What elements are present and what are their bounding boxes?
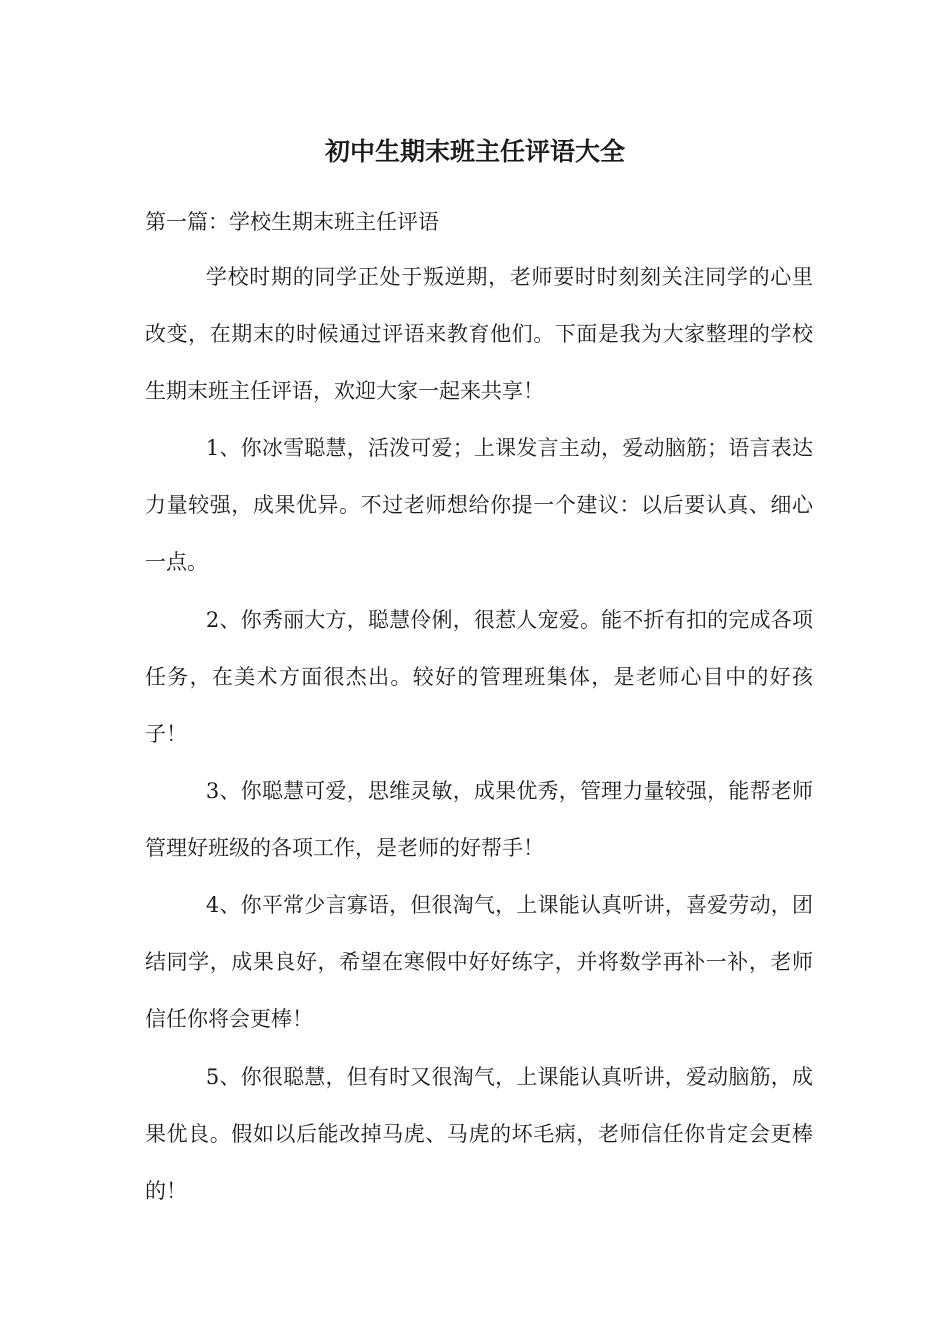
intro-paragraph: 学校时期的同学正处于叛逆期，老师要时时刻刻关注同学的心里改变，在期末的时候通过评语来教育他们。下面是我为大家整理的学校生期末班主任评语，欢迎大家一起来共享！ bbox=[145, 265, 813, 403]
comment-paragraph-4: 4、你平常少言寡语，但很淘气，上课能认真听讲，喜爱劳动，团结同学，成果良好，希望在寒假中好好练字，并将数学再补一补，老师信任你将会更棒！ bbox=[145, 893, 813, 1031]
section-heading: 第一篇：学校生期末班主任评语 bbox=[145, 210, 439, 234]
document-title: 初中生期末班主任评语大全 bbox=[324, 137, 625, 166]
comment-paragraph-2: 2、你秀丽大方，聪慧伶俐，很惹人宠爱。能不折有扣的完成各项任务，在美术方面很杰出。较好的管理班集体，是老师心目中的好孩子！ bbox=[145, 608, 813, 746]
comment-paragraph-3: 3、你聪慧可爱，思维灵敏，成果优秀，管理力量较强，能帮老师管理好班级的各项工作，是老师的好帮手！ bbox=[145, 779, 813, 860]
comment-paragraph-5: 5、你很聪慧，但有时又很淘气，上课能认真听讲，爱动脑筋，成果优良。假如以后能改掉马虎、马虎的坏毛病，老师信任你肯定会更棒的！ bbox=[145, 1065, 813, 1203]
comment-paragraph-1: 1、你冰雪聪慧，活泼可爱；上课发言主动，爱动脑筋；语言表达力量较强，成果优异。不过老师想给你提一个建议：以后要认真、细心一点。 bbox=[145, 436, 813, 574]
